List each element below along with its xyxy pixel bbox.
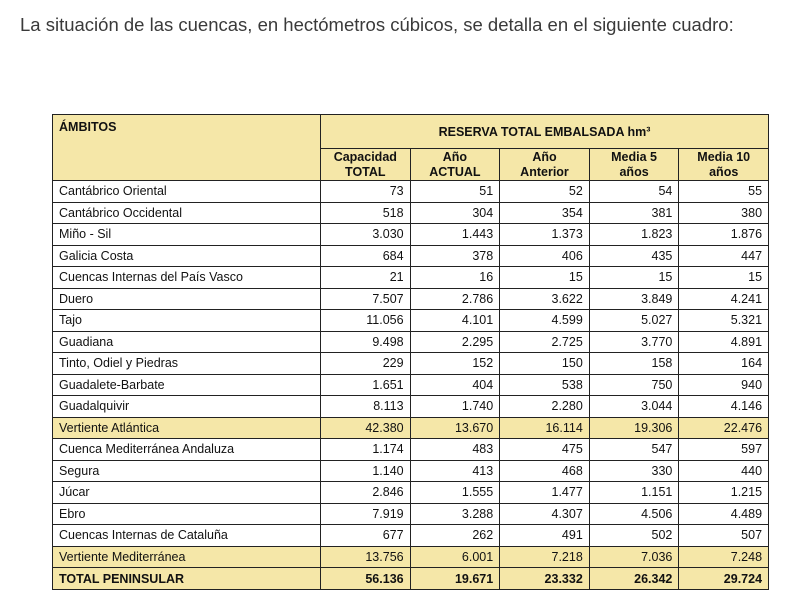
row-value: 447 <box>679 245 769 267</box>
column-header-line: Año <box>442 149 468 164</box>
row-value: 5.321 <box>679 310 769 332</box>
row-value: 381 <box>589 202 679 224</box>
row-value: 4.599 <box>500 310 590 332</box>
row-value: 13.756 <box>321 546 411 568</box>
row-value: 1.876 <box>679 224 769 246</box>
column-header <box>321 149 411 181</box>
column-header-line: Capacidad <box>333 149 397 164</box>
row-value: 547 <box>589 439 679 461</box>
row-value: 354 <box>500 202 590 224</box>
row-label: Segura <box>53 460 321 482</box>
column-header <box>500 149 590 181</box>
reservoir-table <box>52 114 769 590</box>
row-label: Cuencas Internas de Cataluña <box>53 525 321 547</box>
row-value: 4.891 <box>679 331 769 353</box>
row-value: 73 <box>321 181 411 203</box>
row-value: 4.146 <box>679 396 769 418</box>
row-label: Tajo <box>53 310 321 332</box>
column-header-line: ACTUAL <box>429 164 481 179</box>
row-value: 330 <box>589 460 679 482</box>
row-value: 15 <box>500 267 590 289</box>
total-row <box>53 568 769 590</box>
row-value: 435 <box>589 245 679 267</box>
row-label: Guadiana <box>53 331 321 353</box>
row-value: 468 <box>500 460 590 482</box>
row-value: 19.671 <box>410 568 500 590</box>
table-row <box>53 181 769 203</box>
row-value: 3.044 <box>589 396 679 418</box>
row-value: 2.295 <box>410 331 500 353</box>
row-value: 413 <box>410 460 500 482</box>
row-value: 42.380 <box>321 417 411 439</box>
row-value: 15 <box>589 267 679 289</box>
row-value: 7.919 <box>321 503 411 525</box>
row-value: 597 <box>679 439 769 461</box>
row-value: 3.770 <box>589 331 679 353</box>
row-value: 1.740 <box>410 396 500 418</box>
row-value: 56.136 <box>321 568 411 590</box>
table-row <box>53 482 769 504</box>
row-value: 483 <box>410 439 500 461</box>
subtotal-row <box>53 546 769 568</box>
subtotal-row <box>53 417 769 439</box>
row-value: 677 <box>321 525 411 547</box>
intro-paragraph: La situación de las cuencas, en hectómetros cúbicos, se detalla en el siguiente cuadro: <box>20 14 734 35</box>
row-value: 22.476 <box>679 417 769 439</box>
row-label: Guadalete-Barbate <box>53 374 321 396</box>
table-body <box>53 181 769 590</box>
row-value: 1.443 <box>410 224 500 246</box>
table-row <box>53 396 769 418</box>
column-header-line: años <box>709 164 739 179</box>
table-row <box>53 353 769 375</box>
row-label: Guadalquivir <box>53 396 321 418</box>
row-value: 52 <box>500 181 590 203</box>
header-reserva-total: RESERVA TOTAL EMBALSADA hm³ <box>321 115 769 149</box>
row-value: 158 <box>589 353 679 375</box>
row-value: 940 <box>679 374 769 396</box>
row-value: 3.288 <box>410 503 500 525</box>
header-ambitos: ÁMBITOS <box>53 115 321 181</box>
table-row <box>53 310 769 332</box>
row-value: 518 <box>321 202 411 224</box>
row-value: 1.174 <box>321 439 411 461</box>
row-value: 55 <box>679 181 769 203</box>
row-value: 13.670 <box>410 417 500 439</box>
row-value: 6.001 <box>410 546 500 568</box>
row-value: 378 <box>410 245 500 267</box>
table-row <box>53 288 769 310</box>
row-value: 51 <box>410 181 500 203</box>
row-value: 406 <box>500 245 590 267</box>
row-value: 5.027 <box>589 310 679 332</box>
table-row <box>53 224 769 246</box>
row-label: Tinto, Odiel y Piedras <box>53 353 321 375</box>
row-value: 304 <box>410 202 500 224</box>
column-header-line: TOTAL <box>345 164 386 179</box>
row-value: 1.140 <box>321 460 411 482</box>
row-label: Cuencas Internas del País Vasco <box>53 267 321 289</box>
row-label: TOTAL PENINSULAR <box>53 568 321 590</box>
column-header <box>589 149 679 181</box>
row-value: 16.114 <box>500 417 590 439</box>
column-header-line: Año <box>532 149 557 164</box>
row-value: 3.030 <box>321 224 411 246</box>
row-value: 502 <box>589 525 679 547</box>
row-value: 507 <box>679 525 769 547</box>
row-value: 750 <box>589 374 679 396</box>
row-value: 538 <box>500 374 590 396</box>
column-header-line: Media 5 <box>611 149 657 164</box>
row-value: 1.373 <box>500 224 590 246</box>
row-value: 2.786 <box>410 288 500 310</box>
row-value: 2.846 <box>321 482 411 504</box>
row-value: 4.489 <box>679 503 769 525</box>
row-label: Júcar <box>53 482 321 504</box>
row-value: 150 <box>500 353 590 375</box>
row-value: 404 <box>410 374 500 396</box>
row-value: 380 <box>679 202 769 224</box>
row-value: 7.248 <box>679 546 769 568</box>
row-value: 1.823 <box>589 224 679 246</box>
row-label: Duero <box>53 288 321 310</box>
row-value: 4.101 <box>410 310 500 332</box>
column-header-line: Media 10 <box>697 149 751 164</box>
table-row <box>53 267 769 289</box>
column-header <box>410 149 500 181</box>
row-value: 7.507 <box>321 288 411 310</box>
table-row <box>53 439 769 461</box>
column-header <box>679 149 769 181</box>
row-value: 229 <box>321 353 411 375</box>
reservoir-table-container <box>52 114 768 590</box>
row-value: 29.724 <box>679 568 769 590</box>
row-value: 23.332 <box>500 568 590 590</box>
row-label: Cuenca Mediterránea Andaluza <box>53 439 321 461</box>
row-value: 164 <box>679 353 769 375</box>
column-header-line: años <box>619 164 649 179</box>
row-value: 19.306 <box>589 417 679 439</box>
row-label: Galicia Costa <box>53 245 321 267</box>
row-value: 26.342 <box>589 568 679 590</box>
row-label: Vertiente Mediterránea <box>53 546 321 568</box>
row-value: 7.036 <box>589 546 679 568</box>
row-value: 1.651 <box>321 374 411 396</box>
row-value: 1.151 <box>589 482 679 504</box>
row-value: 21 <box>321 267 411 289</box>
table-row <box>53 460 769 482</box>
row-label: Cantábrico Occidental <box>53 202 321 224</box>
row-value: 16 <box>410 267 500 289</box>
row-value: 1.215 <box>679 482 769 504</box>
row-value: 54 <box>589 181 679 203</box>
row-value: 7.218 <box>500 546 590 568</box>
row-value: 475 <box>500 439 590 461</box>
row-value: 491 <box>500 525 590 547</box>
row-value: 262 <box>410 525 500 547</box>
table-row <box>53 202 769 224</box>
row-value: 4.506 <box>589 503 679 525</box>
row-value: 11.056 <box>321 310 411 332</box>
row-value: 2.280 <box>500 396 590 418</box>
row-value: 2.725 <box>500 331 590 353</box>
row-value: 15 <box>679 267 769 289</box>
row-label: Ebro <box>53 503 321 525</box>
row-value: 3.622 <box>500 288 590 310</box>
row-label: Miño - Sil <box>53 224 321 246</box>
table-row <box>53 503 769 525</box>
row-value: 440 <box>679 460 769 482</box>
table-row <box>53 331 769 353</box>
row-value: 9.498 <box>321 331 411 353</box>
row-value: 3.849 <box>589 288 679 310</box>
table-row <box>53 525 769 547</box>
row-value: 684 <box>321 245 411 267</box>
row-value: 4.241 <box>679 288 769 310</box>
column-header-line: Anterior <box>520 164 569 179</box>
row-value: 1.477 <box>500 482 590 504</box>
row-label: Cantábrico Oriental <box>53 181 321 203</box>
table-row <box>53 374 769 396</box>
row-value: 152 <box>410 353 500 375</box>
row-label: Vertiente Atlántica <box>53 417 321 439</box>
row-value: 4.307 <box>500 503 590 525</box>
row-value: 8.113 <box>321 396 411 418</box>
table-row <box>53 245 769 267</box>
row-value: 1.555 <box>410 482 500 504</box>
